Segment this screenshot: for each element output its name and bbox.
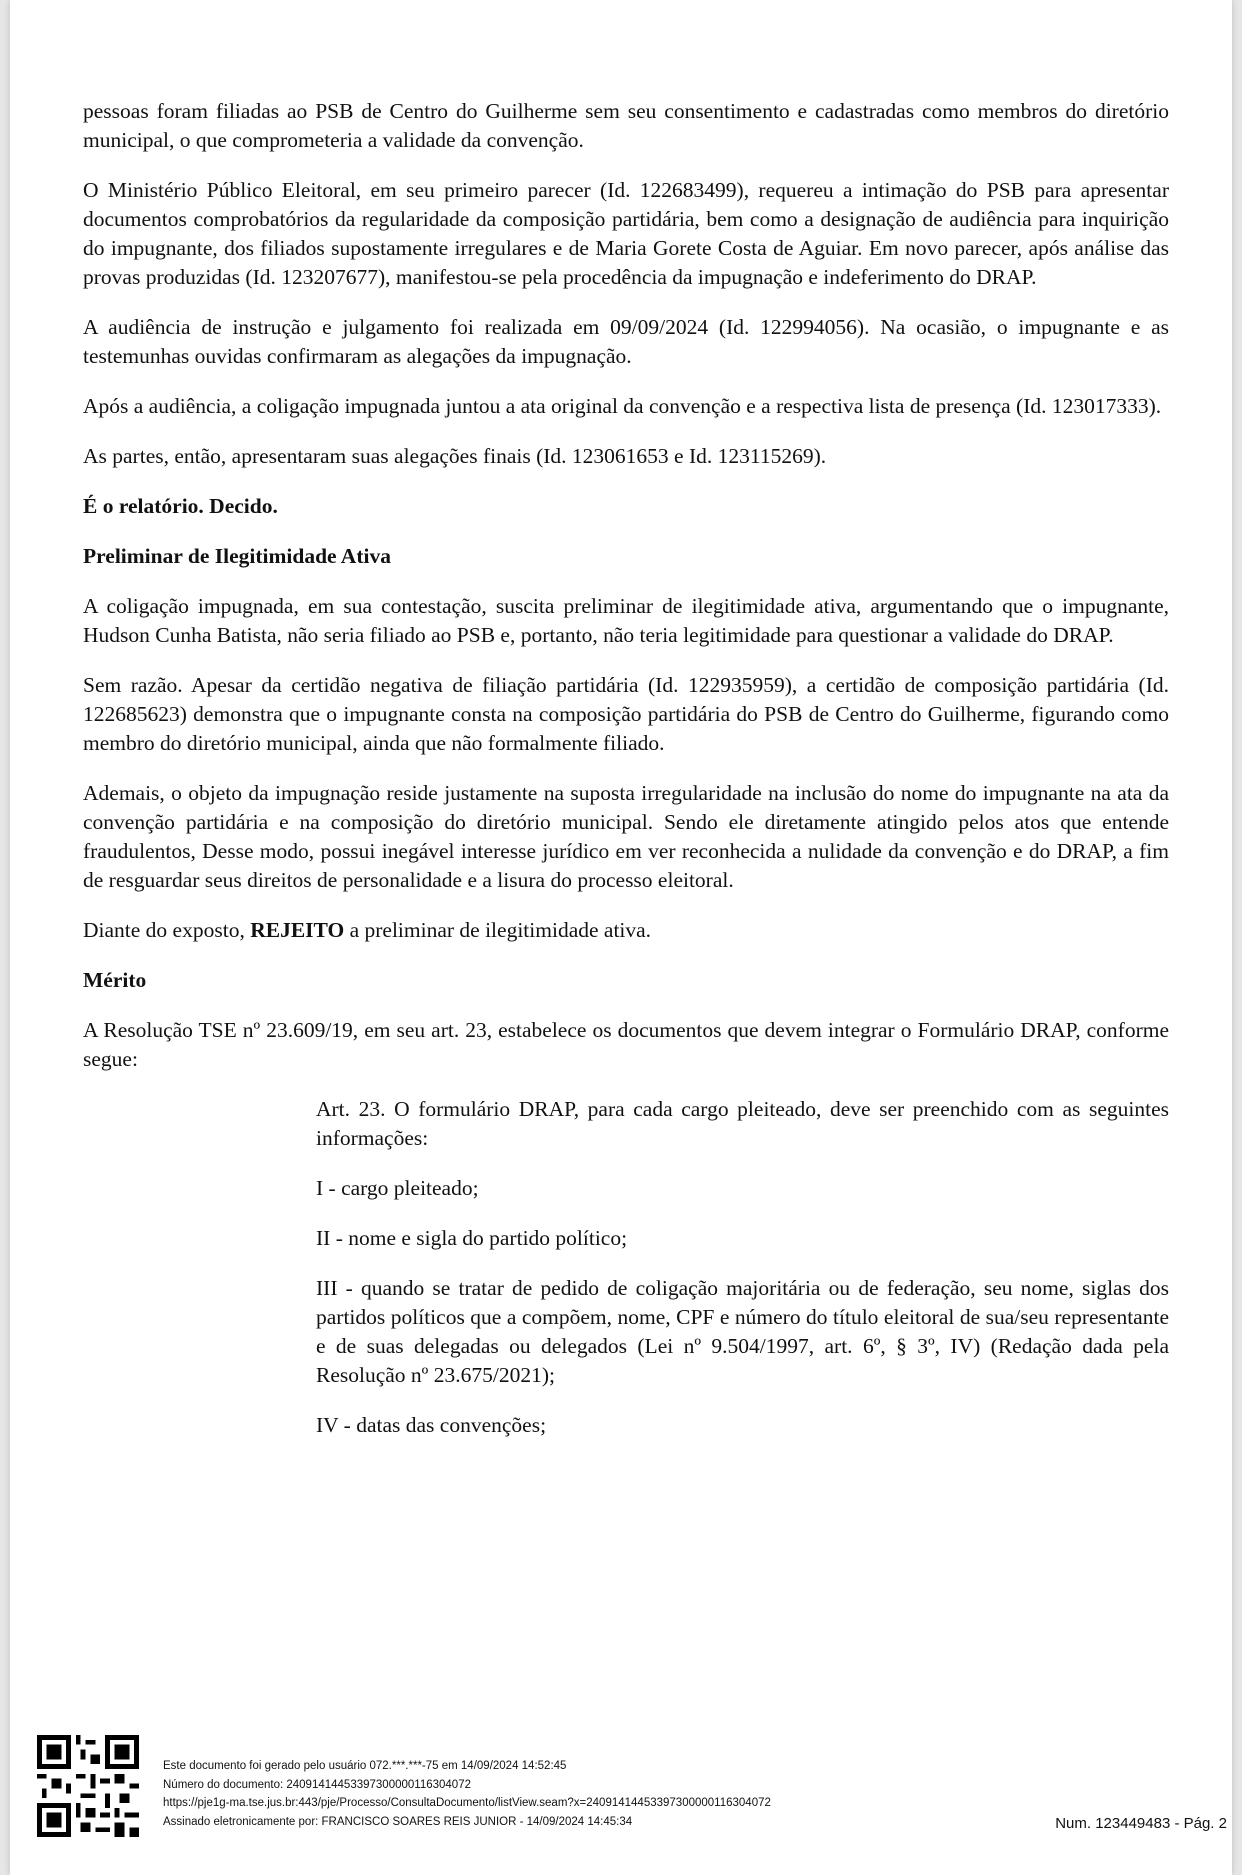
qr-code-icon bbox=[37, 1735, 139, 1837]
paragraph: pessoas foram filiadas ao PSB de Centro do Guilherme sem seu consentimento e cadastradas como membros do diretório municipal, o que comprometeria a validade da convenção. bbox=[83, 99, 1169, 152]
decision-text: a preliminar de ilegitimidade ativa. bbox=[344, 918, 652, 942]
document-metadata bbox=[163, 1757, 771, 1831]
paragraph: Sem razão. Apesar da certidão negativa de filiação partidária (Id. 122935959), a certidão de composição partidária (Id. 122685623) demonstra que o impugnante consta na composição partidária do PSB de Centro do Guilherme, figurando como membro do diretório municipal, ainda que não formalmente filiado. bbox=[83, 673, 1169, 755]
paragraph-decision bbox=[83, 916, 1169, 945]
document-number-text: Número do documento: 24091414453397300000116304072 bbox=[163, 1778, 471, 1791]
paragraph: Após a audiência, a coligação impugnada juntou a ata original da convenção e a respectiva lista de presença (Id. 123017333). bbox=[83, 394, 1162, 418]
section-heading-merito: Mérito bbox=[83, 968, 147, 992]
paragraph: Ademais, o objeto da impugnação reside justamente na suposta irregularidade na inclusão do nome do impugnante na ata da convenção partidária e na composição do diretório municipal. Sendo ele diretamente atingido pelos atos que entende fraudulentos, Desse modo, possui inegável interesse jurídico em ver reconhecida a nulidade da convenção e do DRAP, a fim de resguardar seus direitos de personalidade e a lisura do processo eleitoral. bbox=[83, 781, 1169, 892]
page-number-label: Num. 123449483 - Pág. 2 bbox=[1055, 1815, 1227, 1832]
relatorio-heading: É o relatório. Decido. bbox=[83, 494, 278, 518]
legal-quote bbox=[316, 1095, 1169, 1440]
document-body bbox=[83, 97, 1169, 1461]
quote-article: Art. 23. O formulário DRAP, para cada cargo pleiteado, deve ser preenchido com as seguintes informações: bbox=[316, 1097, 1169, 1150]
paragraph: O Ministério Público Eleitoral, em seu primeiro parecer (Id. 122683499), requereu a intimação do PSB para apresentar documentos comprobatórios da regularidade da composição partidária, bem como a designação de audiência para inquirição do impugnante, dos filiados supostamente irregulares e de Maria Gorete Costa de Aguiar. Em novo parecer, após análise das provas produzidas (Id. 123207677), manifestou-se pela procedência da impugnação e indeferimento do DRAP. bbox=[83, 178, 1169, 289]
quote-item: III - quando se tratar de pedido de coligação majoritária ou de federação, seu nome, siglas dos partidos políticos que a compõem, nome, CPF e número do título eleitoral de sua/seu representante e de suas delegadas ou delegados (Lei nº 9.504/1997, art. 6º, § 3º, IV) (Redação dada pela Resolução nº 23.675/2021); bbox=[316, 1276, 1169, 1387]
paragraph: A coligação impugnada, em sua contestação, suscita preliminar de ilegitimidade ativa, argumentando que o impugnante, Hudson Cunha Batista, não seria filiado ao PSB e, portanto, não teria legitimidade para questionar a validade do DRAP. bbox=[83, 594, 1169, 647]
paragraph: A Resolução TSE nº 23.609/19, em seu art. 23, estabelece os documentos que devem integrar o Formulário DRAP, conforme segue: bbox=[83, 1018, 1169, 1071]
document-page bbox=[10, 0, 1232, 1875]
document-footer bbox=[37, 1735, 1227, 1845]
paragraph: As partes, então, apresentaram suas alegações finais (Id. 123061653 e Id. 123115269). bbox=[83, 444, 827, 468]
quote-item: I - cargo pleiteado; bbox=[316, 1176, 479, 1200]
paragraph: A audiência de instrução e julgamento foi realizada em 09/09/2024 (Id. 122994056). Na ocasião, o impugnante e as testemunhas ouvidas confirmaram as alegações da impugnação. bbox=[83, 315, 1169, 368]
section-heading-preliminar: Preliminar de Ilegitimidade Ativa bbox=[83, 544, 391, 568]
decision-text: Diante do exposto, bbox=[83, 918, 251, 942]
generated-by-text: Este documento foi gerado pelo usuário 072.***.***-75 em 14/09/2024 14:52:45 bbox=[163, 1760, 567, 1772]
document-url-link[interactable]: https://pje1g-ma.tse.jus.br:443/pje/Processo/ConsultaDocumento/listView.seam?x=24091414453397300000116304072 bbox=[163, 1797, 771, 1809]
decision-keyword: REJEITO bbox=[250, 918, 345, 942]
signature-text: Assinado eletronicamente por: FRANCISCO SOARES REIS JUNIOR - 14/09/2024 14:45:34 bbox=[163, 1815, 633, 1828]
quote-item: IV - datas das convenções; bbox=[316, 1413, 547, 1437]
quote-item: II - nome e sigla do partido político; bbox=[316, 1226, 628, 1250]
